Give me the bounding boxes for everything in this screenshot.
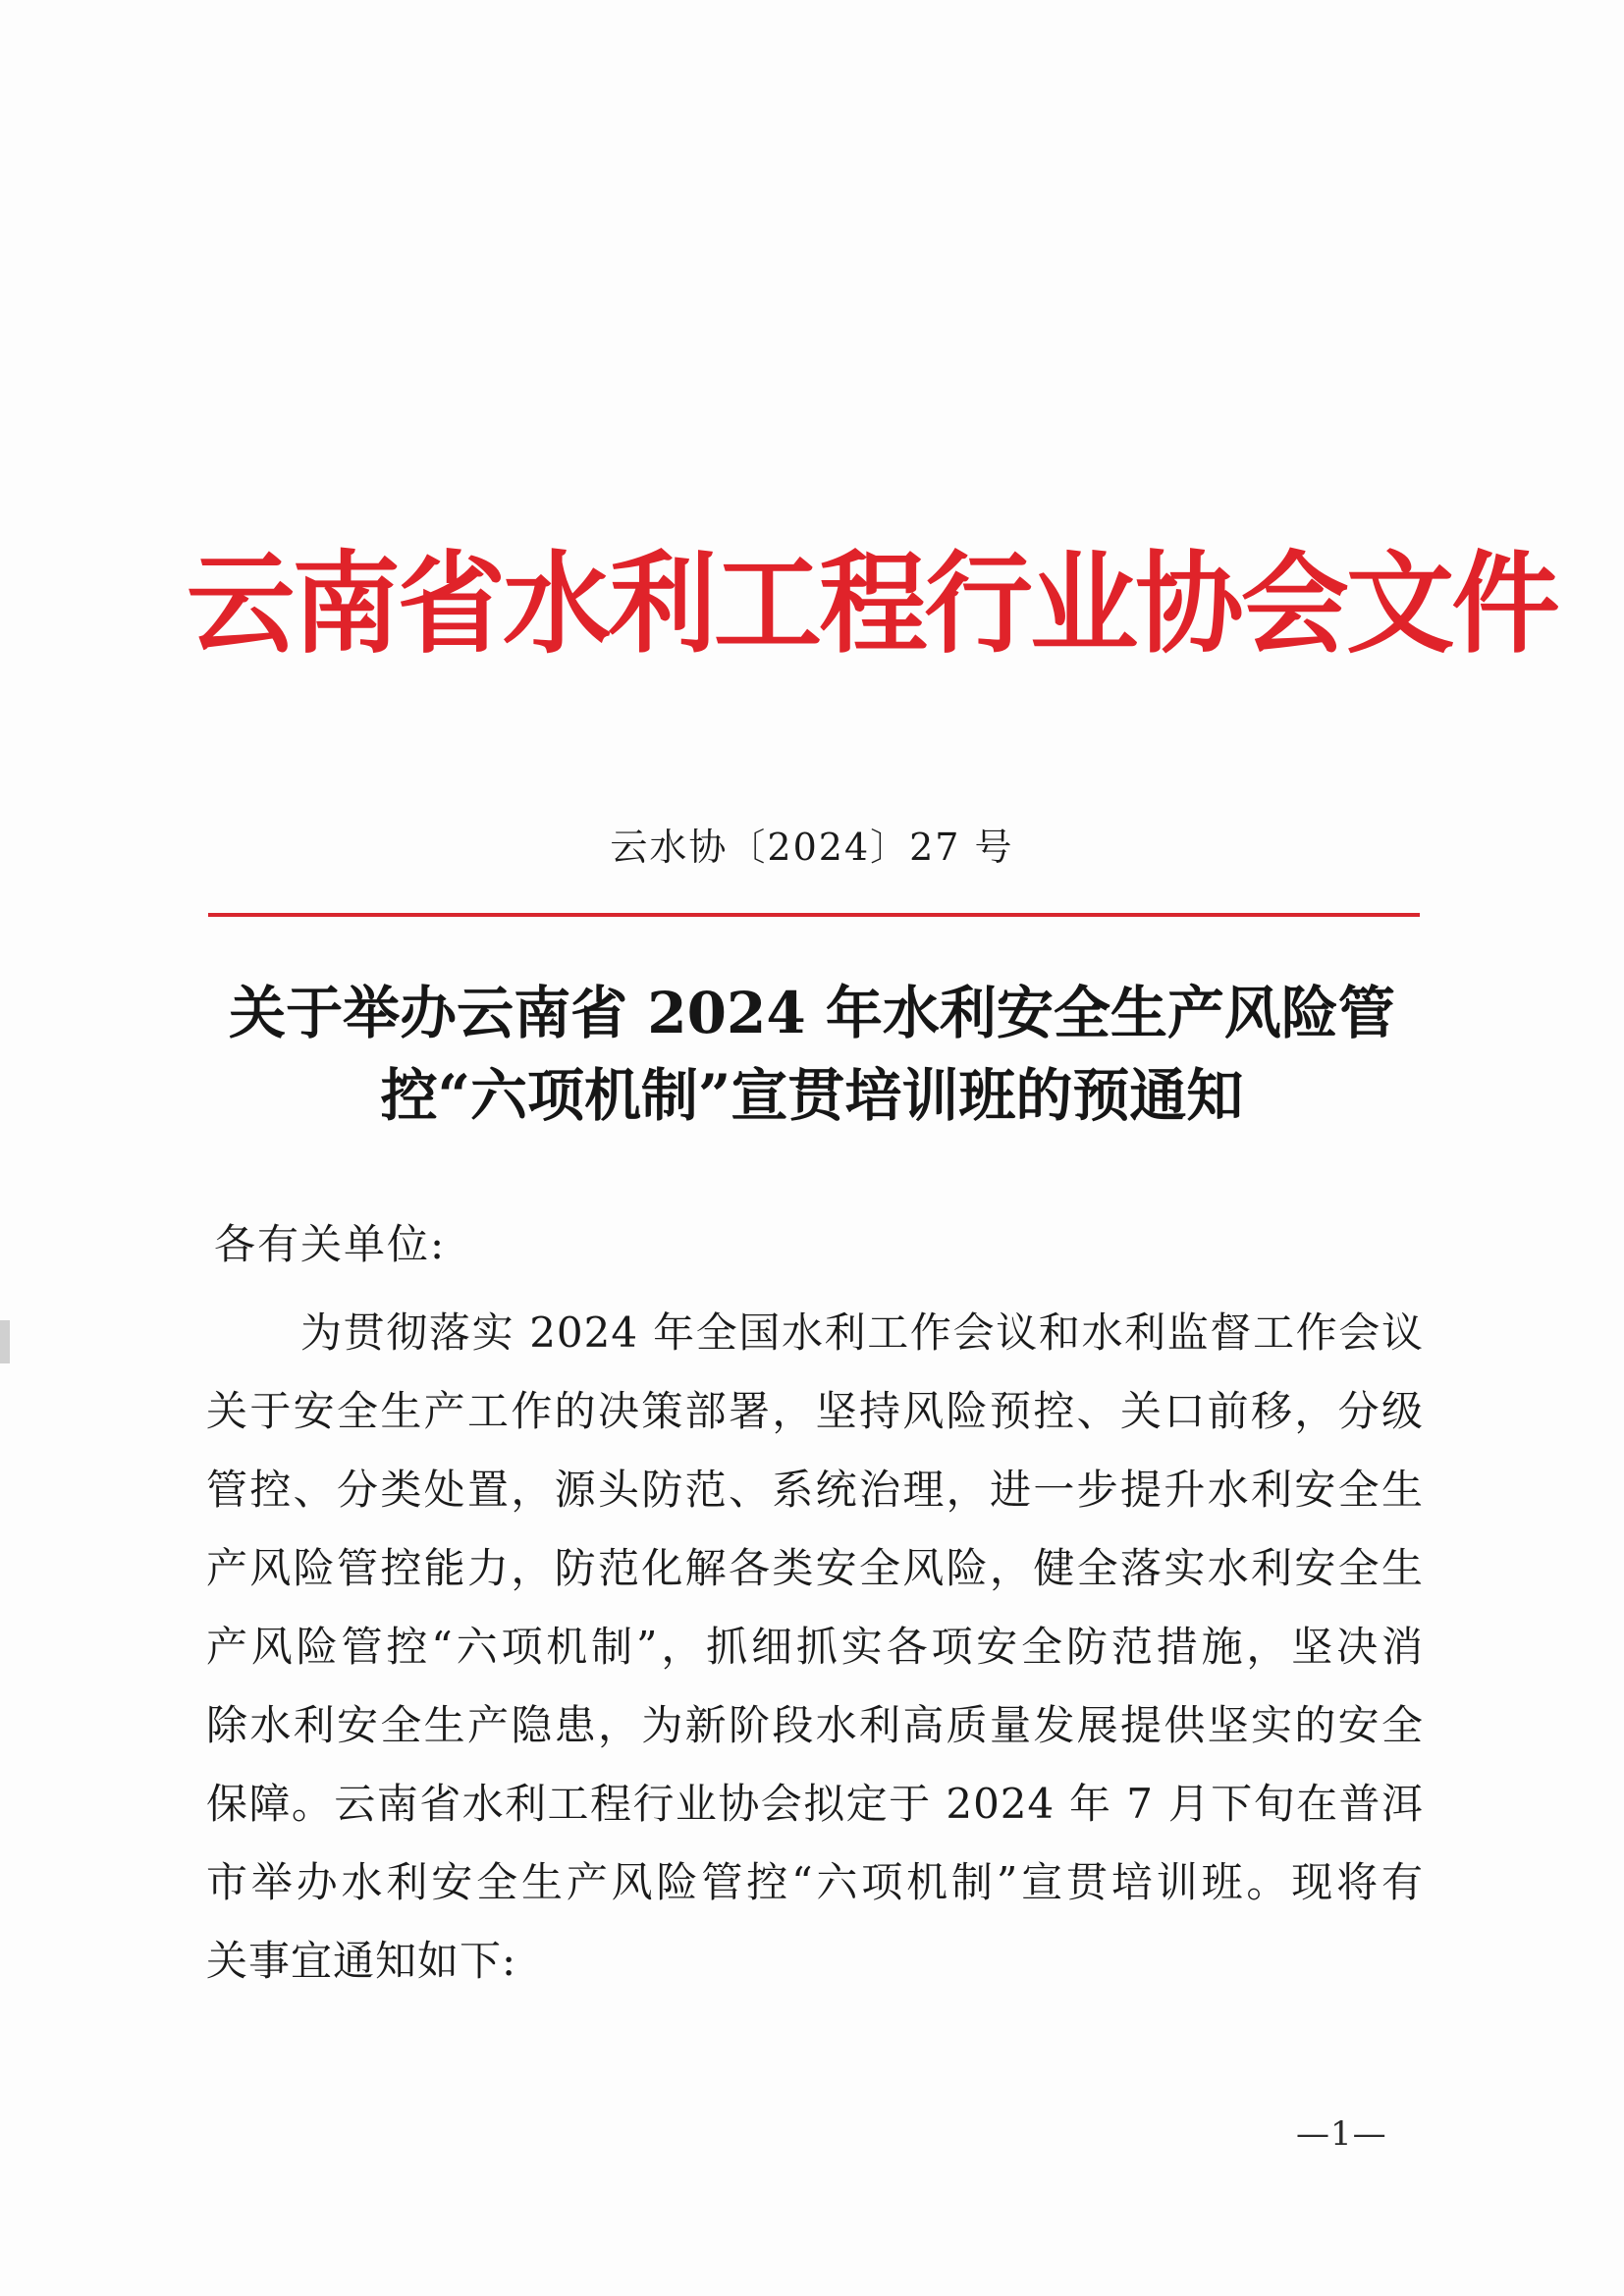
body-line: 产风险管控能力，防范化解各类安全风险，健全落实水利安全生 xyxy=(206,1544,1424,1592)
body-line: 关于安全生产工作的决策部署，坚持风险预控、关口前移，分级 xyxy=(206,1387,1424,1435)
red-divider-line xyxy=(208,913,1420,917)
issuing-organization-header: 云南省水利工程行业协会文件 xyxy=(187,540,1557,668)
page-number: —1— xyxy=(1296,2114,1387,2154)
body-line: 市举办水利安全生产风险管控“六项机制”宣贯培训班。现将有 xyxy=(206,1858,1424,1906)
body-line: 除水利安全生产隐患，为新阶段水利高质量发展提供坚实的安全 xyxy=(206,1701,1424,1749)
document-title-line: 控“六项机制”宣贯培训班的预通知 xyxy=(380,1062,1244,1129)
document-title-line: 关于举办云南省 2024 年水利安全生产风险管 xyxy=(229,980,1395,1046)
document-number: 云水协〔2024〕27 号 xyxy=(610,826,1014,869)
salutation: 各有关单位: xyxy=(214,1220,447,1268)
body-line: 为贯彻落实 2024 年全国水利工作会议和水利监督工作会议 xyxy=(300,1308,1424,1357)
body-line: 保障。云南省水利工程行业协会拟定于 2024 年 7 月下旬在普洱 xyxy=(206,1780,1424,1828)
body-line: 关事宜通知如下: xyxy=(206,1937,517,1985)
body-paragraph xyxy=(206,1294,1424,2001)
document-title xyxy=(196,972,1428,1137)
body-line: 产风险管控“六项机制”，抓细抓实各项安全防范措施，坚决消 xyxy=(206,1623,1424,1671)
scan-edge-mark xyxy=(0,1320,10,1363)
body-line: 管控、分类处置，源头防范、系统治理，进一步提升水利安全生 xyxy=(206,1466,1424,1514)
